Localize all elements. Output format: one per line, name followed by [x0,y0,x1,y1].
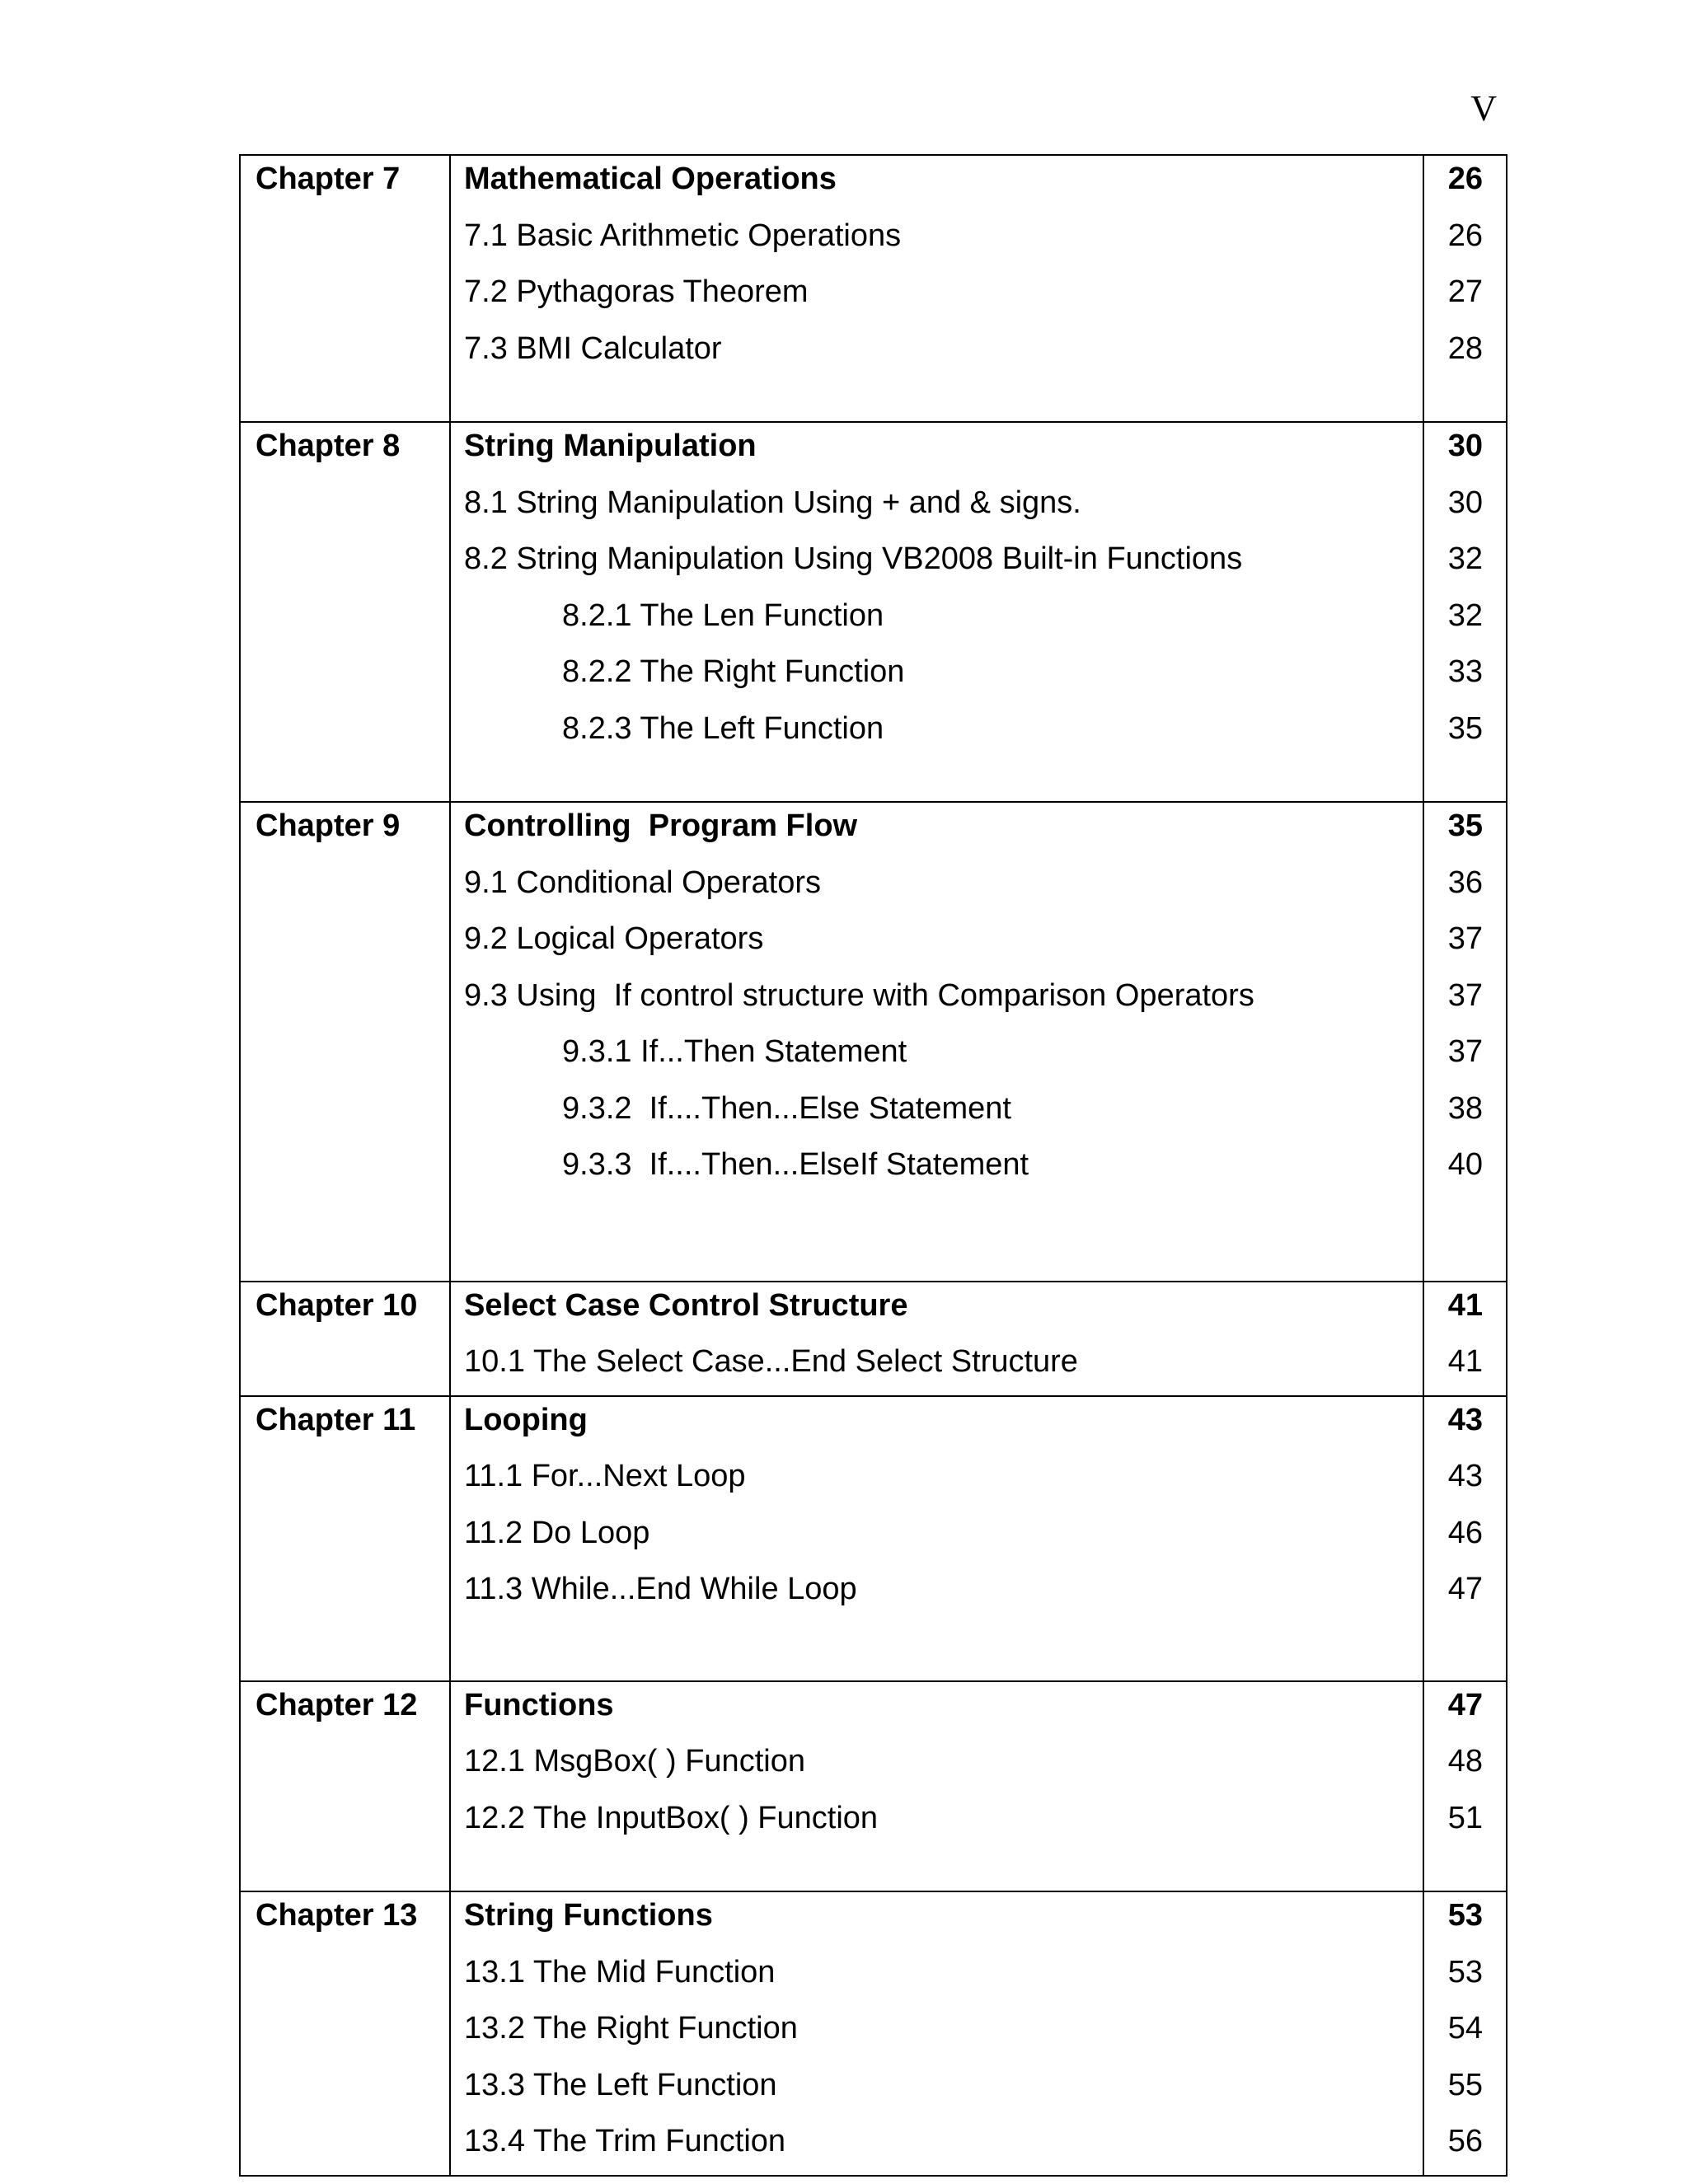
section-title: 9.1 Conditional Operators [464,865,822,900]
chapter-row [240,155,1507,422]
chapter-entries-cell [450,802,1423,1282]
chapter-label: Chapter 10 [256,1287,418,1323]
section-title: 11.3 While...End While Loop [464,1572,857,1606]
chapter-row [240,422,1507,802]
section-page-number: 27 [1447,274,1483,309]
section-title: 13.3 The Left Function [464,2067,777,2102]
section-title: 13.1 The Mid Function [464,1954,776,1990]
section-page-number: 32 [1447,598,1483,633]
section-title: 10.1 The Select Case...End Select Structure [464,1344,1078,1379]
section-title: 7.3 BMI Calculator [464,330,722,366]
section-page-number: 43 [1447,1459,1483,1493]
section-page-number: 53 [1447,1954,1483,1990]
spacer [451,1623,1423,1680]
chapter-entries-cell [450,155,1423,422]
spacer [1424,1623,1506,1680]
chapter-page-number: 43 [1447,1402,1483,1437]
section-page-number: 26 [1447,218,1483,253]
section-title: 13.2 The Right Function [464,2011,798,2046]
chapter-label-cell [240,422,450,802]
chapter-label: Chapter 7 [256,162,401,196]
chapter-pages-cell [1423,1891,1507,2176]
chapter-pages-cell [1423,1396,1507,1681]
section-page-number: 32 [1447,541,1483,576]
chapter-entries-cell [450,1891,1423,2176]
section-page-number: 36 [1447,865,1483,900]
chapter-label-cell [240,155,450,422]
table-of-contents [239,154,1507,2177]
section-title: 8.1 String Manipulation Using + and & signs. [464,485,1081,520]
chapter-label: Chapter 8 [256,429,401,463]
chapter-title: String Manipulation [464,429,757,463]
section-page-number: 37 [1447,921,1483,956]
section-page-number: 37 [1447,1034,1483,1069]
section-page-number: 35 [1447,710,1483,746]
chapter-page-number: 26 [1447,162,1483,196]
chapter-entries-cell [450,422,1423,802]
section-page-number: 41 [1447,1344,1483,1379]
subsection-title: 9.3.2 If....Then...Else Statement [562,1090,1011,1126]
chapter-label-cell [240,1681,450,1892]
section-page-number: 51 [1447,1800,1483,1835]
section-page-number: 40 [1447,1147,1483,1182]
spacer [1424,762,1506,801]
chapter-pages-cell [1423,1681,1507,1892]
chapter-row [240,802,1507,1282]
spacer [451,382,1423,421]
subsection-title: 9.3.3 If....Then...ElseIf Statement [562,1147,1029,1182]
section-page-number: 30 [1447,485,1483,520]
chapter-row [240,1396,1507,1681]
chapter-title: Controlling Program Flow [464,808,858,843]
chapter-entries-cell [450,1681,1423,1892]
section-title: 12.2 The InputBox( ) Function [464,1800,879,1835]
chapter-title: Mathematical Operations [464,162,837,196]
chapter-label: Chapter 9 [256,808,401,843]
subsection-title: 8.2.1 The Len Function [562,598,884,633]
chapter-label: Chapter 11 [256,1402,416,1437]
chapter-page-number: 30 [1447,429,1483,463]
chapter-title: Select Case Control Structure [464,1287,908,1323]
section-title: 7.2 Pythagoras Theorem [464,274,809,309]
chapter-label: Chapter 12 [256,1687,418,1722]
chapter-entries-cell [450,1396,1423,1681]
section-title: 9.3 Using If control structure with Comparison Operators [464,977,1254,1013]
section-title: 9.2 Logical Operators [464,921,764,956]
page-number: V [1470,88,1497,129]
chapter-title: Functions [464,1687,614,1722]
section-title: 13.4 The Trim Function [464,2124,786,2158]
section-title: 12.1 MsgBox( ) Function [464,1744,805,1779]
chapter-row [240,1681,1507,1892]
section-page-number: 37 [1447,977,1483,1013]
spacer [1424,1851,1506,1891]
section-page-number: 28 [1447,330,1483,366]
section-page-number: 54 [1447,2011,1483,2046]
section-title: 11.2 Do Loop [464,1515,650,1550]
section-page-number: 47 [1447,1572,1483,1606]
chapter-entries-cell [450,1282,1423,1396]
subsection-title: 9.3.1 If...Then Statement [562,1034,907,1069]
chapter-label: Chapter 13 [256,1898,418,1933]
chapter-label-cell [240,1282,450,1396]
section-page-number: 56 [1447,2124,1483,2158]
spacer [451,1198,1423,1281]
section-page-number: 48 [1447,1744,1483,1779]
chapter-pages-cell [1423,155,1507,422]
chapter-row [240,1891,1507,2176]
section-page-number: 46 [1447,1515,1483,1550]
chapter-pages-cell [1423,802,1507,1282]
chapter-row [240,1282,1507,1396]
chapter-page-number: 53 [1447,1898,1483,1933]
spacer [1424,1198,1506,1281]
chapter-label-cell [240,1396,450,1681]
section-title: 8.2 String Manipulation Using VB2008 Built-in Functions [464,541,1243,576]
chapter-pages-cell [1423,1282,1507,1396]
chapter-label-cell [240,802,450,1282]
chapter-label-cell [240,1891,450,2176]
section-title: 7.1 Basic Arithmetic Operations [464,218,902,253]
chapter-page-number: 35 [1447,808,1483,843]
chapter-title: Looping [464,1402,588,1437]
section-page-number: 33 [1447,654,1483,689]
section-page-number: 55 [1447,2067,1483,2102]
section-title: 11.1 For...Next Loop [464,1459,746,1493]
subsection-title: 8.2.2 The Right Function [562,654,905,689]
spacer [451,1851,1423,1891]
section-page-number: 38 [1447,1090,1483,1126]
spacer [451,762,1423,801]
chapter-page-number: 47 [1447,1687,1483,1722]
spacer [1424,382,1506,421]
chapter-pages-cell [1423,422,1507,802]
chapter-title: String Functions [464,1898,713,1933]
chapter-page-number: 41 [1447,1287,1483,1323]
toc-body [240,155,1507,2176]
subsection-title: 8.2.3 The Left Function [562,710,884,746]
